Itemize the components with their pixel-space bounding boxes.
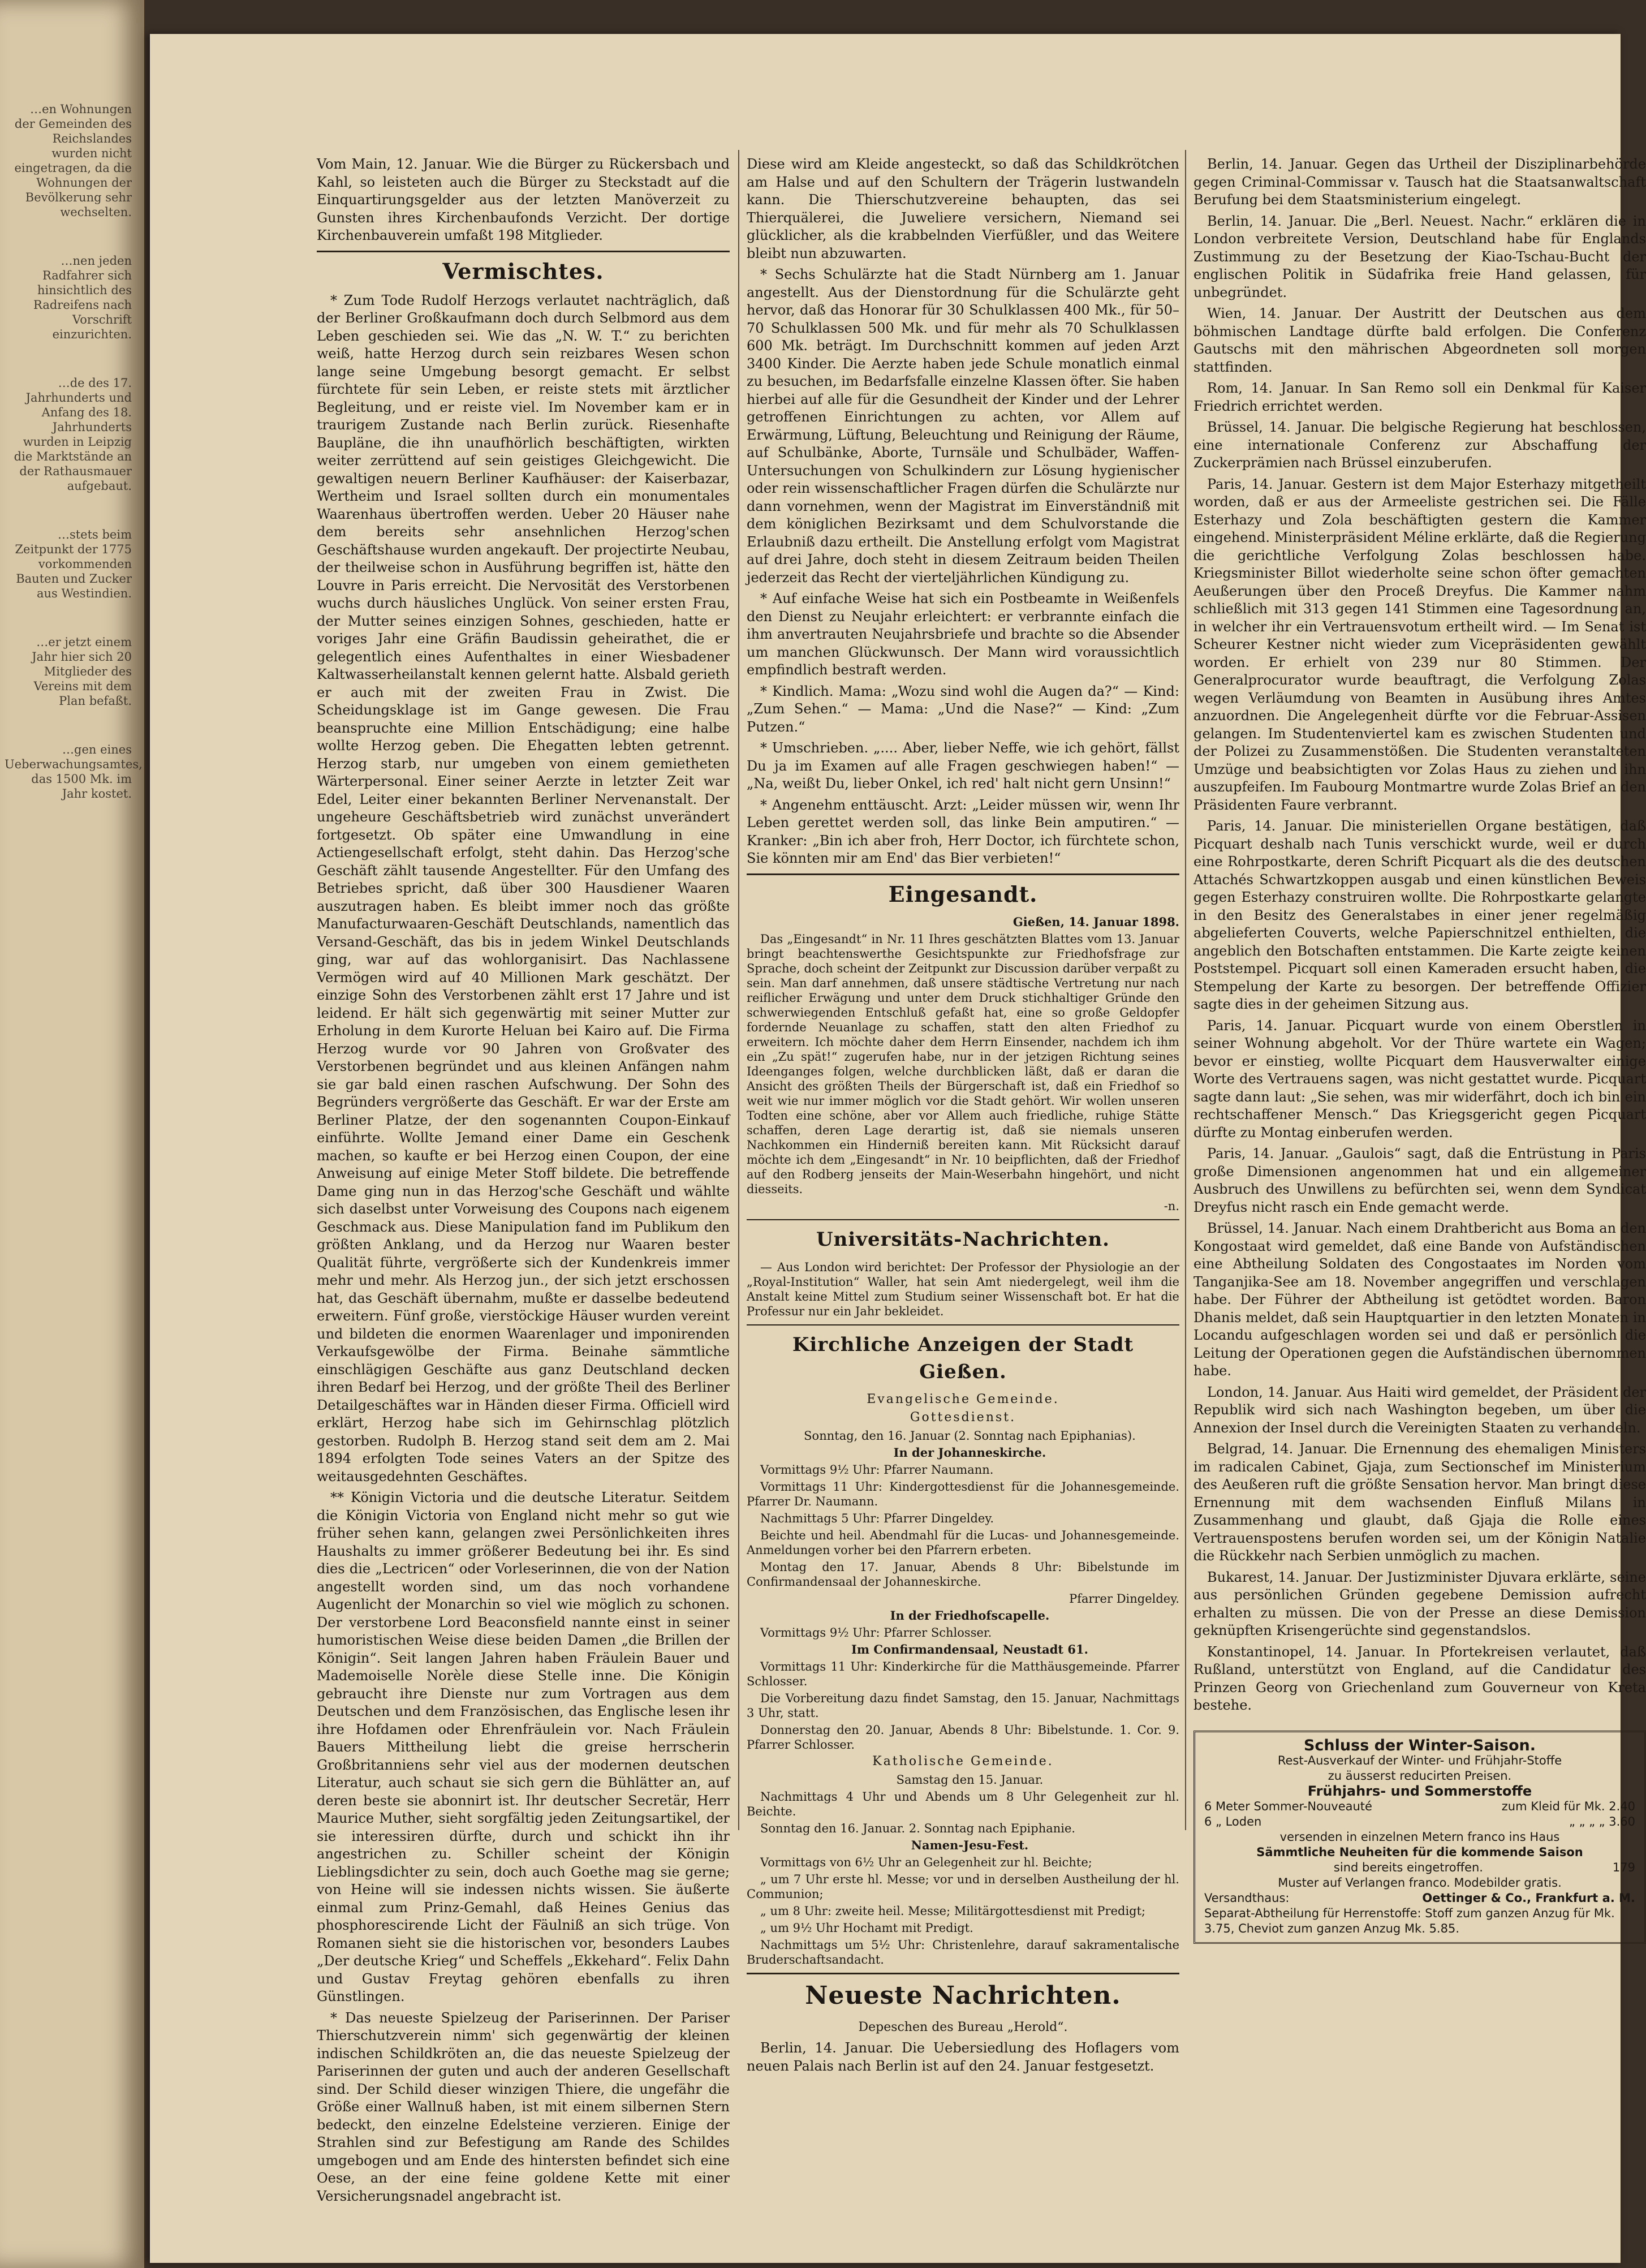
ad-ref: 179 — [1612, 1860, 1635, 1874]
service-line: Vormittags 9½ Uhr: Pfarrer Schlosser. — [760, 1625, 992, 1639]
news-item: Konstantinopel, 14. Januar. In Pfortekreisen verlautet, daß Rußland, unterstützt von England, auf die Candidatur des Prinzen Georg von Griechenland zum Gouverneur von Kreta bestehe. — [1193, 1643, 1646, 1713]
service-line: Nachmittags 5 Uhr: Pfarrer Dingeldey. — [760, 1511, 994, 1525]
section-heading-vermischtes: Vermischtes. — [442, 258, 604, 284]
service-line: Vormittags 11 Uhr: Kindergottesdienst für die Johannesgemeinde. Pfarrer Dr. Naumann. — [747, 1479, 1179, 1508]
friedhof-heading: In der Friedhofscapelle. — [890, 1608, 1050, 1623]
section-heading-kirchliche: Kirchliche Anzeigen der Stadt Gießen. — [792, 1333, 1134, 1383]
previous-page-column — [5, 102, 143, 835]
article-enttaeuscht: * Angenehm enttäuscht. Arzt: „Leider müssen wir, wenn Ihr Leben gerettet werden soll, das linke Bein amputiren.“ — Kranker: „Bin ich aber froh, Herr Doctor, ich fürchtete schon, Sie könnten mir am End' das Bier verbieten!“ — [747, 797, 1179, 866]
news-item: Paris, 14. Januar. Picquart wurde von einem Oberstlen in seiner Wohnung abgeholt. Vor der Thüre wartete ein Wagen; bevor er einstieg, wollte Picquart dem Hausverwalter einige Worte des Vertrauens sagen, was nicht gestattet wurde. Picquart sagte dann laut: „Sie sehen, was mir widerfährt, doch ich bin ein rechtschaffener Mensch.“ Das Kriegsgericht gegen Picquart dürfte zu Montag einberufen werden. — [1193, 1017, 1646, 1141]
evangelische-heading: Evangelische Gemeinde. — [867, 1392, 1059, 1406]
service-line: Sonntag den 16. Januar. 2. Sonntag nach Epiphanie. — [760, 1821, 1076, 1835]
eingesandt-dateline: Gießen, 14. Januar 1898. — [1012, 914, 1179, 929]
column-rule — [738, 150, 739, 1830]
service-line: Vormittags von 6½ Uhr an Gelegenheit zur hl. Beichte; — [760, 1855, 1092, 1869]
article-kindlich: * Kindlich. Mama: „Wozu sind wohl die Augen da?“ — Kind: „Zum Sehen.“ — Mama: „Und die Nase?“ — Kind: „Zum Putzen.“ — [747, 683, 1179, 735]
service-line: „ um 7 Uhr erste hl. Messe; vor und in derselben Austheilung der hl. Communion; — [747, 1872, 1179, 1901]
article-continued: Diese wird am Kleide angesteckt, so daß das Schildkrötchen am Halse und auf den Schultern der Trägerin lustwandeln kann. Die Thierschutzvereine behaupten, das sei Thierquälerei, die Juweliere versichern, Niemand sei glücklicher, als die krabbelnden Vierfüßler, und das Weitere bleibt nun abzuwarten. — [747, 156, 1179, 261]
johannes-heading: In der Johanneskirche. — [893, 1445, 1046, 1460]
ad-offer-row — [1204, 1814, 1635, 1830]
ad-line: zu äusserst reducirten Preisen. — [1328, 1768, 1512, 1783]
news-item: Paris, 14. Januar. „Gaulois“ sagt, daß die Entrüstung in Paris große Dimensionen angenommen hat und ein allgemeiner Ausbruch des Unwillens zu befürchten sei, wenn dem Syndicat Dreyfus nicht rasch ein Ende gemacht werde. — [1193, 1146, 1646, 1215]
section-heading-neueste: Neueste Nachrichten. — [805, 1981, 1121, 2010]
section-heading-universitaet: Universitäts-Nachrichten. — [816, 1228, 1110, 1251]
article-umschrieben: * Umschrieben. „.... Aber, lieber Neffe, wie ich gehört, fällst Du ja im Examen auf alle Fragen geschwiegen haben!“ — „Na, weißt Du, lieber Onkel, ich red' halt nicht gern Unsinn!“ — [747, 740, 1179, 791]
news-item: Bukarest, 14. Januar. Der Justizminister Djuvara erklärte, seine aus persönlichen Gründen gegebene Demission aufrecht erhalten zu müssen. Die von der Presse an diese Demission geknüpften Krisengerüchte sind gegenstandslos. — [1193, 1569, 1646, 1638]
ad-line: versenden in einzelnen Metern franco ins Haus — [1279, 1830, 1560, 1844]
article-spielzeug: * Das neueste Spielzeug der Pariserinnen. Der Pariser Thierschutzverein nimm' sich gegenwärtig der kleinen indischen Schildkröten an, die das neueste Spielzeug der Pariserinnen der guten und auch der anderen Gesellschaft sind. Der Schild dieser winzigen Thiere, die ungefähr die Größe einer Wallnuß haben, ist mit einem silbernen Stern bedeckt, den einzelne Edelsteine verzieren. Einige der Strahlen sind zur Befestigung am Rande des Schildes umgebogen und am Ende des hintersten befindet sich eine Oese, an der eine feine goldene Kette mit einer Versicherungsnadel angebracht ist. — [317, 2009, 730, 2204]
ad-offer-price: „ „ „ „ 3.60 — [1569, 1814, 1635, 1828]
service-line: Samstag den 15. Januar. — [896, 1772, 1044, 1787]
left-fragment: …gen eines Ueberwachungsamtes, das 1500 Mk. im Jahr kostet. — [5, 743, 143, 801]
news-item: Wien, 14. Januar. Der Austritt der Deutschen aus dem böhmischen Landtage dürfte bald erfolgen. Die Conferenz Gautschs mit den mährischen Abgeordneten soll morgen stattfinden. — [1193, 305, 1646, 375]
divider — [747, 1973, 1179, 1974]
article-victoria: ** Königin Victoria und die deutsche Literatur. Seitdem die Königin Victoria von England nicht mehr so gut wie früher sehen kann, gelangen zwei Persönlichkeiten ihres Haushalts zu immer größerer Bedeutung bei ihr. Es sind dies die „Lectricen“ oder Vorleserinnen, die von der Nation angestellt worden sind, um das noch vorhandene Augenlicht der Monarchin so viel wie möglich zu schonen. Der verstorbene Lord Beaconsfield nannte einst in seiner humoristischen Weise diese beiden Damen „die Brillen der Königin“. Seit langen Jahren haben Fräulein Bauer und Mademoiselle Norèle diese Stelle inne. Die Königin gebraucht ihre Dienste nur zum Vortragen aus dem Deutschen und dem Französischen, das Englische lesen ihr ihre Hofdamen oder Ehrenfräulein vor. Nach Fräulein Bauers Mittheilung liebt die greise herrscherin Großbritanniens sehr viel aus der modernen deutschen Literatur, auch schaut sie sich gern die Bühlätter an, auf deren beste sie abonnirt ist. Ihr deutscher Secretär, Herr Maurice Muther, sieht sorgfältig jeden Zeitungsartikel, der sie interessiren dürfte, durch und schickt ihn ihr angestrichen zu. Schiller scheint der Königin Lieblingsdichter zu sein, doch auch Goethe mag sie gerne; von Heine will sie indessen nichts wissen. Sie äußerte einmal zum Prinz-Gemahl, daß Heines Genius das phosphorescirende Licht der Fäulniß an sich trüge. Von Romanen sieht sie die historischen vor, besonders Laubes „Der deutsche Krieg“ und Scheffels „Ekkehard“. Felix Dahn und Gustav Freytag gehören ebenfalls zu ihren Günstlingen. — [317, 1490, 730, 2004]
divider — [747, 1219, 1179, 1220]
service-line: Vormittags 9½ Uhr: Pfarrer Naumann. — [760, 1462, 994, 1477]
article-postbeamter: * Auf einfache Weise hat sich ein Postbeamte in Weißenfels den Dienst zu Neujahr erleichtert: er verbrannte einfach die ihm anvertrauten Neujahrsbriefe und brachte so die Absender um manchen Glückwunsch. Der Mann wird voraussichtlich empfindlich bestraft werden. — [747, 591, 1179, 678]
newspaper-page — [150, 34, 1646, 2263]
ad-subtitle: Frühjahrs- und Sommerstoffe — [1307, 1783, 1532, 1799]
ad-title: Schluss der Winter-Saison. — [1303, 1736, 1536, 1754]
article-vom-main: Vom Main, 12. Januar. Wie die Bürger zu Rückersbach und Kahl, so leisteten auch die Bürger zu Steckstadt auf die Einquartirungsgelder aus der letzten Manöverzeit zu Gunsten ihres Kirchenbaufonds Verzicht. Der dortige Kirchenbauverein umfaßt 198 Mitglieder. — [317, 156, 730, 243]
news-item: Belgrad, 14. Januar. Die Ernennung des ehemaligen Ministers im radicalen Cabinet, Gjaja, zum Sectionschef im Ministerium des Aeußeren ruft die größte Sensation hervor. Man bringt diese Ernennung mit dem wachsenden Einfluß Milans in Zusammenhang und glaubt, daß Gjaja die Rolle eines Vertrauenspostens berufen worden sei, um der Königin Natalie die Rückkehr nach Serbien unmöglich zu machen. — [1193, 1441, 1646, 1564]
column-rule — [1185, 150, 1186, 1830]
left-fragment: …en Wohnungen der Gemeinden des Reichslandes wurden nicht eingetragen, da die Wohnungen der Bevölkerung sehr wechselten. — [14, 102, 132, 219]
ad-sender-name: Oettinger & Co., Frankfurt a. M. — [1422, 1891, 1635, 1905]
news-item: Brüssel, 14. Januar. Die belgische Regierung hat beschlossen, eine internationale Conferenz zur Abschaffung der Zuckerprämien nach Brüssel einzuberufen. — [1193, 419, 1646, 471]
news-item: Rom, 14. Januar. In San Remo soll ein Denkmal für Kaiser Friedrich errichtet werden. — [1193, 380, 1646, 414]
univ-body: — Aus London wird berichtet: Der Professor der Physiologie an der „Royal-Institution“ Waller, hat sein Amt niedergelegt, weil ihm die Anstalt keine Mittel zum Studium seiner Wissenschaft bot. Er hat die Professur nur ein Jahr bekleidet. — [747, 1260, 1179, 1318]
divider — [747, 873, 1179, 875]
ad-line: Separat-Abtheilung für Herrenstoffe: Stoff zum ganzen Anzug für Mk. 3.75, Cheviot zum ganzen Anzug Mk. 5.85. — [1204, 1906, 1615, 1935]
eingesandt-signature: -n. — [1164, 1199, 1179, 1213]
service-line: Pfarrer Dingeldey. — [1069, 1591, 1179, 1606]
service-line: Nachmittags um 5½ Uhr: Christenlehre, darauf sakramentalische Bruderschaftsandacht. — [747, 1938, 1179, 1966]
article-schulaerzte: * Sechs Schulärzte hat die Stadt Nürnberg am 1. Januar angestellt. Aus der Dienstordnung für die Schulärzte geht hervor, daß das Honorar für 30 Schulklassen 400 Mk., für 50–70 Schulklassen 500 Mk. und für mehr als 70 Schulklassen 600 Mk. beträgt. Im Durchschnitt kommen auf jeden Arzt 3400 Kinder. Die Aerzte haben jede Schule monatlich einmal zu besuchen, im Bedarfsfalle einzelne Klassen öfter. Sie haben hierbei auf alle für die Gesundheit der Kinder und der Lehrer getroffenen Einrichtungen zu achten, vor Allem auf Erwärmung, Lüftung, Beleuchtung und Reinigung der Räume, auf Schulbänke, Aborte, Turnsäle und Schulbäder, Waffen-Untersuchungen von Schulkindern zur Lösung hygienischer oder rein wissenschaftlicher Fragen dürfen die Schulärzte nur dann vornehmen, wenn der Magistrat im Einverständniß mit dem königlichen Bezirksamt und dem Schulvorstande die Erlaubniß dazu ertheilt. Die Anstellung erfolgt vom Magistrat auf drei Jahre, doch steht in diesem Zeitraum beiden Theilen jederzeit das Recht der vierteljährlichen Kündigung zu. — [747, 266, 1179, 586]
ad-offer-item: 6 Meter Sommer-Nouveauté — [1204, 1799, 1372, 1813]
ad-offer-row — [1204, 1799, 1635, 1814]
divider — [747, 1324, 1179, 1325]
confirm-heading: Im Confirmandensaal, Neustadt 61. — [851, 1642, 1088, 1656]
divider — [317, 251, 730, 252]
column-3 — [1193, 156, 1646, 1944]
service-line: Die Vorbereitung dazu findet Samstag, den 15. Januar, Nachmittags 3 Uhr, statt. — [747, 1691, 1179, 1720]
neueste-subtitle: Depeschen des Bureau „Herold“. — [858, 2020, 1068, 2034]
ad-sender-label: Versandthaus: — [1204, 1891, 1290, 1905]
section-heading-eingesandt: Eingesandt. — [888, 881, 1038, 907]
eingesandt-body: Das „Eingesandt“ in Nr. 11 Ihres geschätzten Blattes vom 13. Januar bringt beachtenswerthe Gesichtspunkte zur Friedhofsfrage zur Sprache, doch scheint der Zeitpunkt zur Discussion darüber verpaßt zu sein. Man darf annehmen, daß unsere städtische Vertretung nur nach reiflicher Erwägung und unter dem Druck stichhaltiger Gründe den schwerwiegenden Entschluß gefaßt hat, eine so große Geldopfer fordernde Neuanlage zu schaffen, statt den alten Friedhof zu erweitern. Ich möchte daher dem Herrn Einsender, nachdem ich ihm ein „Zu spät!“ zugerufen habe, nur in der jetzigen Richtung seines Ideenganges folgen, welche durchblicken läßt, daß er daran die Ansicht des größten Theils der Bürgerschaft ist, daß ein Friedhof so weit wie nur immer möglich vor die Stadt gehört. Wir wollen unseren Todten eine schöne, aber vor Allem auch friedliche, ruhige Stätte schaffen, deren Lage derartig ist, daß sie niemals unseren Nachkommen ein Hinderniß bereiten kann. Mit Rücksicht darauf möchte ich dem „Eingesandt“ in Nr. 10 beipflichten, daß der Friedhof auf den Rodberg jenseits der Main-Weserbahn hingehört, und nicht diesseits. — [747, 932, 1179, 1196]
left-fragment: …de des 17. Jahrhunderts und Anfang des 18. Jahrhunderts wurden in Leipzig die Marktstände an der Rathausmauer aufgebaut. — [14, 376, 132, 493]
ad-offer-price: zum Kleid für Mk. 2.40 — [1501, 1799, 1635, 1813]
service-line: Donnerstag den 20. Januar, Abends 8 Uhr: Bibelstunde. 1. Cor. 9. Pfarrer Schlosser. — [747, 1723, 1179, 1751]
ad-row — [1204, 1860, 1635, 1875]
news-item: Paris, 14. Januar. Die ministeriellen Organe bestätigen, daß Picquart deshalb nach Tunis verschickt wurde, weil er durch eine Rohrpostkarte, deren Schrift Picquart als die des deutschen Attachés Schwartzkoppen ausgab und einen künstlichen Beweis gegen Esterhazy construiren wollte. Die Rohrpostkarte gelangte in den Besitz des Generalstabes in einer jener regelmäßig abgelieferten Couverts, welche Papierschnitzel enthielten, die angeblich den Botschaften entstammen. Die Karte zeigte keinen Poststempel. Picquart soll einen Kameraden ersucht haben, die Stempelung der Karte zu besorgen. Der betreffende Offizier sagte dies in der geheimen Sitzung aus. — [1193, 818, 1646, 1012]
ad-offer-item: 6 „ Loden — [1204, 1814, 1262, 1828]
news-item: Berlin, 14. Januar. Gegen das Urtheil der Disziplinarbehörde gegen Criminal-Commissar v. Tausch hat die Staatsanwaltschaft Berufung bei dem Staatsministerium eingelegt. — [1193, 156, 1646, 208]
katholische-heading: Katholische Gemeinde. — [872, 1754, 1054, 1768]
service-line: „ um 8 Uhr: zweite heil. Messe; Militärgottesdienst mit Predigt; — [760, 1904, 1146, 1918]
news-item: Brüssel, 14. Januar. Nach einem Drahtbericht aus Boma an den Kongostaat wird gemeldet, daß eine Bande von Aufständischen eine Abtheilung Soldaten des Congostaates im Norden vom Tanganjika-See am 18. November angegriffen und verschlagen habe. Der Führer der Abtheilung ist getödtet worden. Baron Dhanis meldet, daß sein Hauptquartier in den letzten Monaten in Locandu aufgeschlagen worden sei und daß er persönlich die Leitung der Operationen gegen die Aufständischen übernommen habe. — [1193, 1220, 1646, 1379]
left-fragment: …stets beim Zeitpunkt der 1775 vorkommenden Bauten und Zucker aus Westindien. — [15, 528, 132, 600]
sunday-line: Sonntag, den 16. Januar (2. Sonntag nach Epiphanias). — [804, 1428, 1136, 1443]
ad-line: Sämmtliche Neuheiten für die kommende Saison — [1256, 1845, 1583, 1859]
service-line: „ um 9½ Uhr Hochamt mit Predigt. — [760, 1921, 973, 1935]
ad-line: sind bereits eingetroffen. — [1333, 1860, 1483, 1874]
service-line: Vormittags 11 Uhr: Kinderkirche für die Matthäusgemeinde. Pfarrer Schlosser. — [747, 1659, 1179, 1688]
ad-line: Rest-Ausverkauf der Winter- und Frühjahr-Stoffe — [1277, 1753, 1562, 1767]
ad-line: Muster auf Verlangen franco. Modebilder gratis. — [1278, 1875, 1562, 1890]
service-line: Beichte und heil. Abendmahl für die Lucas- und Johannesgemeinde. Anmeldungen vorher bei den Pfarrern erbeten. — [747, 1528, 1179, 1557]
left-fragment: …nen jeden Radfahrer sich hinsichtlich des Radreifens nach Vorschrift einzurichten. — [33, 254, 132, 341]
advertisement — [1193, 1731, 1646, 1944]
left-fragment: …er jetzt einem Jahr hier sich 20 Mitglieder des Vereins mit dem Plan befaßt. — [32, 635, 132, 708]
column-1 — [317, 156, 730, 2209]
article-berlin-hoflager: Berlin, 14. Januar. Die Uebersiedlung des Hoflagers vom neuen Palais nach Berlin ist auf den 24. Januar festgesetzt. — [747, 2040, 1179, 2074]
ad-sender-row — [1204, 1891, 1635, 1906]
news-item: Berlin, 14. Januar. Die „Berl. Neuest. Nachr.“ erklären die in London verbreitete Version, Deutschland habe für Englands Zustimmung zu der Besetzung der Kiao-Tschau-Bucht der englischen Politik in Südafrika freie Hand gelassen, für unbegründet. — [1193, 213, 1646, 300]
article-herzog: * Zum Tode Rudolf Herzogs verlautet nachträglich, daß der Berliner Großkaufmann doch durch Selbmord aus dem Leben geschieden sei. Wie das „N. W. T.“ zu berichten weiß, hatte Herzog durch sein reizbares Wesen schon lange seine Umgebung besorgt gemacht. Er selbst fürchtete für sein Leben, er reiste stets mit ärztlicher Begleitung, und er reiste viel. Im November kam er in traurigem Zustande nach Berlin zurück. Riesenhafte Baupläne, die ihn unaufhörlich beschäftigten, wirkten weiter zerrüttend auf sein geistiges Gleichgewicht. Die gewaltigen neuern Berliner Kaufhäuser: der Kaiserbazar, Wertheim und Israel sollten durch ein monumentales Waarenhaus übertroffen werden. Ueber 20 Häuser nahe dem bereits sehr ansehnlichen Herzog'schen Geschäftshause wurden angekauft. Der projectirte Neubau, der theilweise schon in Ausführung begriffen ist, hätte den Louvre in Paris erreicht. Die Nervosität des Verstorbenen wuchs durch häusliches Unglück. Von seiner ersten Frau, der Mutter seines einzigen Sohnes, geschieden, hatte er voriges Jahr eine Gräfin Baudissin geheirathet, die er gelegentlich eines Aufenthaltes in einer Wiesbadener Kaltwasserheilanstalt kennen gelernt hatte. Alsbald gerieth er auch mit der zweiten Frau in Zwist. Die Scheidungsklage ist im Gange gewesen. Die Frau beanspruchte eine Million Entschädigung; eine halbe wollte Herzog geben. Die Ehegatten lebten getrennt. Herzog starb, nur umgeben von einem gemietheten Wärterpersonal. Einer seiner Aerzte in letzter Zeit war Edel, Leiter einer bekannten Berliner Nervenanstalt. Der ungeheure Geschäftsbetrieb wird zunächst unverändert fortgesetzt. Ob später eine Umwandlung in eine Actiengesellschaft erfolgt, steht dahin. Das Herzog'sche Geschäft zählt tausende Angestellter. Für den Umfang des Betriebes spricht, daß über 300 Hausdiener Waaren auszutragen haben. Es bleibt immer noch das größte Manufacturwaaren-Geschäft Deutschlands, namentlich das Versand-Geschäft, das bis in jedem Winkel Deutschlands ging, war auf das wohlorganisirt. Das Nachlassene Vermögen wird auf 40 Millionen Mark geschätzt. Der einzige Sohn des Verstorbenen zählt erst 17 Jahre und ist leidend. Er hält sich gegenwärtig mit seiner Mutter zur Erholung in dem Kurorte Heluan bei Kairo auf. Die Firma Herzog wurde vor 90 Jahren von Großvater des Verstorbenen begründet und aus kleinen Anfängen nahm sie gar bald einen raschen Aufschwung. Der Sohn des Begründers vergrößerte das Geschäft. Er war der Erste am Berliner Platze, der den sogenannten Coupon-Einkauf einführte. Wollte Jemand einer Dame ein Geschenk machen, so kaufte er bei Herzog einen Coupon, der eine Anweisung auf einige Meter Stoff bildete. Die betreffende Dame ging nun in das Herzog'sche Geschäft und wählte sich daselbst unter Vorweisung des Coupons nach eigenem Geschmack aus. Diese Manipulation fand im Publikum den größten Anklang, und da Herzog nur Waaren bester Qualität führte, vergrößerte sich der Kundenkreis immer mehr und mehr. Als Herzog jun., der sich jetzt erschossen hat, das Geschäft übernahm, mußte er dasselbe bedeutend erweitern. Fünf große, vierstöckige Häuser wurden vereint und bildeten die enormen Waarenlager und imponirenden Verkaufsgewölbe der Firma. Beinahe sämmtliche einschlägigen Geschäfte aus ganz Deutschland decken ihren Bedarf bei Herzog, und der größte Theil des Berliner Detailgeschäftes war in Händen dieser Firma. Officiell wird erklärt, Herzog habe sich im Gehirnschlag plötzlich gestorben. Rudolph B. Herzog stand seit dem am 2. Mai 1894 erfolgten Tode seines Vaters an der Spitze des weitausgedehnten Geschäftes. — [317, 292, 730, 1484]
news-item: London, 14. Januar. Aus Haiti wird gemeldet, der Präsident der Republik wird sich nach Washington begeben, um über die Annexion der Insel durch die Vereinigten Staaten zu verhandeln. — [1193, 1384, 1646, 1436]
gottesdienst-heading: Gottesdienst. — [910, 1410, 1016, 1425]
namen-heading: Namen-Jesu-Fest. — [911, 1837, 1029, 1852]
service-line: Nachmittags 4 Uhr und Abends um 8 Uhr Gelegenheit zur hl. Beichte. — [747, 1789, 1179, 1818]
previous-page-edge — [0, 0, 144, 2268]
service-line: Montag den 17. Januar, Abends 8 Uhr: Bibelstunde im Confirmandensaal der Johanneskirche. — [747, 1560, 1179, 1589]
column-2 — [747, 156, 1179, 2078]
news-item: Paris, 14. Januar. Gestern ist dem Major Esterhazy mitgetheilt worden, daß er aus der Armeeliste gestrichen sei. Die Fälle Esterhazy und Zola beschäftigten gestern die Kammer eingehend. Ministerpräsident Méline erklärte, daß die Regierung die gerichtliche Verfolgung Zolas beschlossen habe. Kriegsminister Billot wiederholte seine schon öfter gemachten Aeußerungen über den Proceß Dreyfus. Die Kammer nahm schließlich mit 313 gegen 141 Stimmen eine Tagesordnung an, in welcher ihr ein Vertrauensvotum ertheilt wird. — Im Senat ist Scheurer Kestner nicht wieder zum Vicepräsidenten gewählt worden. Er erhielt von 239 nur 80 Stimmen. Der Generalprocurator wurde beauftragt, die Verfolgung Zolas wegen Verläumdung von Beamten in Ausübung ihres Amtes anzuordnen. Die Angelegenheit dürfte vor die Februar-Assisen gelangen. Im Studentenviertel kam es zwischen Studenten und der Polizei zu Zusammenstößen. Die Studenten veranstalteten Umzüge und beabsichtigten vor Zolas Haus zu ziehen und ihn auszupfeifen. Im Faubourg Montmartre wurde Zolas Brief an den Präsidenten Faure verbrannt. — [1193, 476, 1646, 813]
